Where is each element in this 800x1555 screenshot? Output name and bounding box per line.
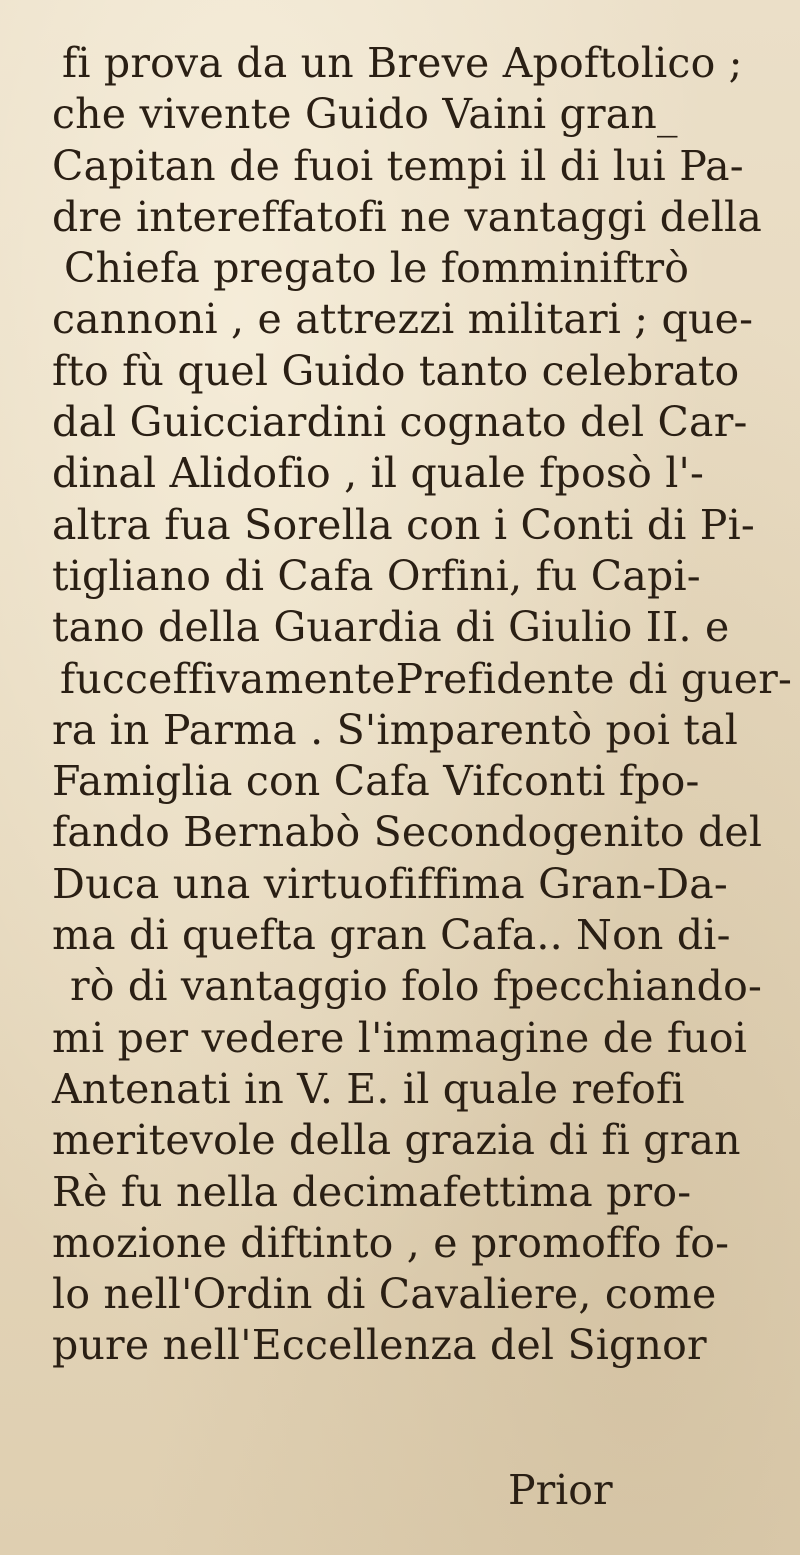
text-line: altra fua Sorella con i Conti di Pi- (52, 500, 755, 549)
text-line: fi prova da un Breve Apoftolico ; (62, 39, 743, 87)
text-line: fando Bernabò Secondogenito del (52, 808, 763, 857)
text-line: ma di quefta gran Cafa.. Non di- (52, 911, 731, 960)
text-line: tano della Guardia di Giulio II. e (52, 603, 730, 652)
text-line: mi per vedere l'immagine de fuoi (52, 1013, 748, 1062)
text-line: Chiefa pregato le fomminiftrò (64, 244, 690, 293)
text-line: Famiglia con Cafa Vifconti fpo- (52, 757, 700, 806)
text-line: pure nell'Eccellenza del Signor (52, 1321, 707, 1370)
text-line: fto fù quel Guido tanto celebrato (52, 346, 740, 395)
text-line: cannoni , e attrezzi militari ; que- (52, 295, 754, 344)
text-line: meritevole della grazia di fi gran (52, 1116, 741, 1165)
text-line: Antenati in V. E. il quale refofi (52, 1064, 685, 1113)
page-text (52, 38, 792, 1372)
text-line: Capitan de fuoi tempi il di lui Pa- (52, 141, 744, 190)
text-line: tigliano di Cafa Orfini, fu Capi- (52, 551, 701, 600)
catchword: Prior (508, 1466, 613, 1514)
text-line: mozione diftinto , e promoffo fo- (52, 1218, 730, 1267)
text-line: dinal Alidofio , il quale fposò l'- (52, 449, 705, 498)
text-line: rò di vantaggio folo fpecchiando- (70, 962, 763, 1011)
text-line: ra in Parma . S'imparentò poi tal (52, 705, 739, 754)
text-line: lo nell'Ordin di Cavaliere, come (52, 1270, 717, 1319)
text-line: Rè fu nella decimafettima pro- (52, 1167, 692, 1216)
text-line: dal Guicciardini cognato del Car- (52, 398, 748, 447)
text-line: dre intereffatofi ne vantaggi della (52, 192, 762, 241)
text-line: fucceffivamentePrefidente di guer- (60, 654, 793, 703)
text-line: Duca una virtuofiffima Gran-Da- (52, 859, 728, 908)
text-line: che vivente Guido Vaini gran_ (52, 90, 678, 139)
